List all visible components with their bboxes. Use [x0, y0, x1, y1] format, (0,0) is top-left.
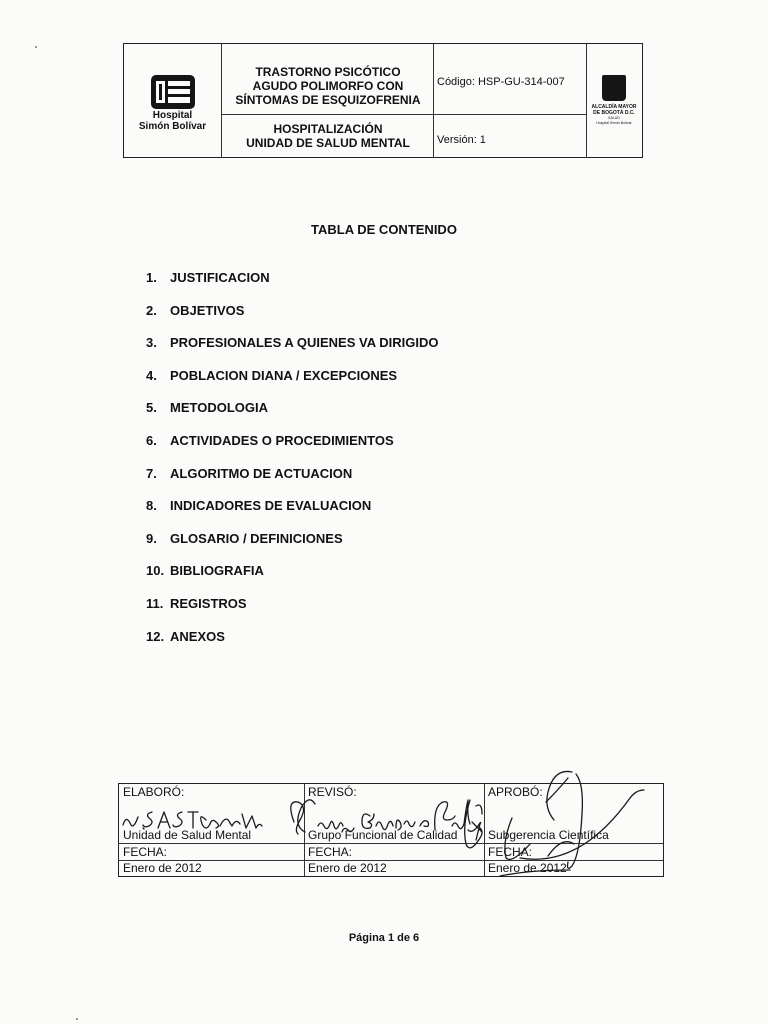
- alcaldia-line1: ALCALDÍA MAYOR: [591, 104, 637, 110]
- toc-item-number: 12.: [146, 628, 165, 644]
- reviso-date: Enero de 2012: [308, 861, 387, 875]
- toc-item: [146, 629, 225, 644]
- toc-item-number: 5.: [146, 400, 157, 416]
- hospital-name-line1: Hospital: [152, 109, 193, 121]
- document-header-table: [123, 43, 643, 158]
- toc-item-label: ALGORITMO DE ACTUACION: [170, 465, 353, 481]
- toc-item-label: METODOLOGIA: [170, 400, 268, 416]
- toc-item-label: ACTIVIDADES O PROCEDIMIENTOS: [170, 433, 394, 448]
- document-title: [223, 56, 433, 116]
- toc-item-label: JUSTIFICACION: [170, 270, 270, 285]
- alcaldia-logo: [586, 44, 642, 157]
- subtitle-line2: UNIDAD DE SALUD MENTAL: [246, 136, 410, 150]
- toc-item-label: PROFESIONALES A QUIENES VA DIRIGIDO: [170, 335, 439, 351]
- toc-item: [146, 368, 397, 383]
- toc-item-label: INDICADORES DE EVALUACION: [170, 498, 372, 514]
- toc-item: [146, 531, 343, 546]
- aprobo-label: APROBÓ:: [488, 785, 543, 799]
- page-number: Página 1 de 6: [348, 932, 420, 944]
- toc-item-label: POBLACION DIANA / EXCEPCIONES: [170, 367, 398, 383]
- reviso-date-label: FECHA:: [308, 845, 353, 859]
- elaboro-date-label: FECHA:: [123, 845, 168, 859]
- toc-item-number: 7.: [146, 465, 157, 481]
- alcaldia-line3: SALUD: [608, 116, 620, 120]
- reviso-unit: Grupo Funcional de Calidad: [308, 828, 458, 842]
- aprobo-unit: Subgerencia Científica: [488, 828, 609, 842]
- toc-item: [146, 335, 438, 350]
- toc-item-label: OBJETIVOS: [170, 302, 245, 318]
- scan-speck: [35, 46, 37, 48]
- toc-item-number: 11.: [146, 596, 164, 611]
- toc-item: [146, 498, 371, 513]
- toc-item-label: ANEXOS: [170, 628, 225, 644]
- toc-item-label: GLOSARIO / DEFINICIONES: [170, 530, 343, 546]
- toc-item: [146, 466, 352, 481]
- bogota-shield-icon: [602, 75, 626, 101]
- toc-item-number: 3.: [146, 335, 157, 351]
- subtitle-line1: HOSPITALIZACIÓN: [273, 122, 383, 136]
- alcaldia-line4: Hospital Simón Bolívar: [596, 121, 632, 125]
- toc-item-number: 9.: [146, 530, 157, 546]
- toc-item-number: 6.: [146, 433, 157, 448]
- scan-speck: [76, 1018, 78, 1020]
- toc-item-label: BIBLIOGRAFIA: [170, 563, 264, 579]
- toc-item: [146, 270, 270, 285]
- toc-item-number: 1.: [146, 270, 157, 285]
- aprobo-date-label: FECHA:: [488, 845, 533, 859]
- toc-item-label: REGISTROS: [170, 596, 247, 611]
- hospital-logo: [124, 44, 221, 157]
- toc-item-number: 10.: [146, 563, 165, 579]
- elaboro-label: ELABORÓ:: [123, 785, 185, 799]
- document-subtitle: [223, 116, 433, 156]
- approval-table: [118, 783, 664, 877]
- alcaldia-line2: DE BOGOTÁ D.C.: [593, 110, 635, 116]
- reviso-label: REVISÓ:: [308, 785, 357, 799]
- toc-item-number: 8.: [146, 498, 157, 514]
- toc-item-number: 2.: [146, 302, 157, 318]
- title-line3: SÍNTOMAS DE ESQUIZOFRENIA: [235, 93, 421, 107]
- elaboro-unit: Unidad de Salud Mental: [123, 828, 252, 842]
- document-version: Versión: 1: [437, 134, 486, 146]
- toc-item-number: 4.: [146, 367, 157, 383]
- title-line2: AGUDO POLIMORFO CON: [252, 79, 404, 93]
- toc-item: [146, 303, 244, 318]
- toc-title: TABLA DE CONTENIDO: [311, 222, 457, 237]
- aprobo-date: Enero de 2012: [488, 861, 567, 875]
- hospital-emblem-icon: [150, 74, 196, 110]
- toc-item: [146, 400, 268, 415]
- title-line1: TRASTORNO PSICÓTICO: [255, 65, 401, 79]
- document-code: Código: HSP-GU-314-007: [437, 76, 565, 88]
- elaboro-date: Enero de 2012: [123, 861, 202, 875]
- toc-item: [146, 433, 394, 448]
- toc-item: [146, 563, 264, 578]
- hospital-name-line2: Simón Bolívar: [138, 120, 207, 132]
- toc-item: [146, 596, 247, 611]
